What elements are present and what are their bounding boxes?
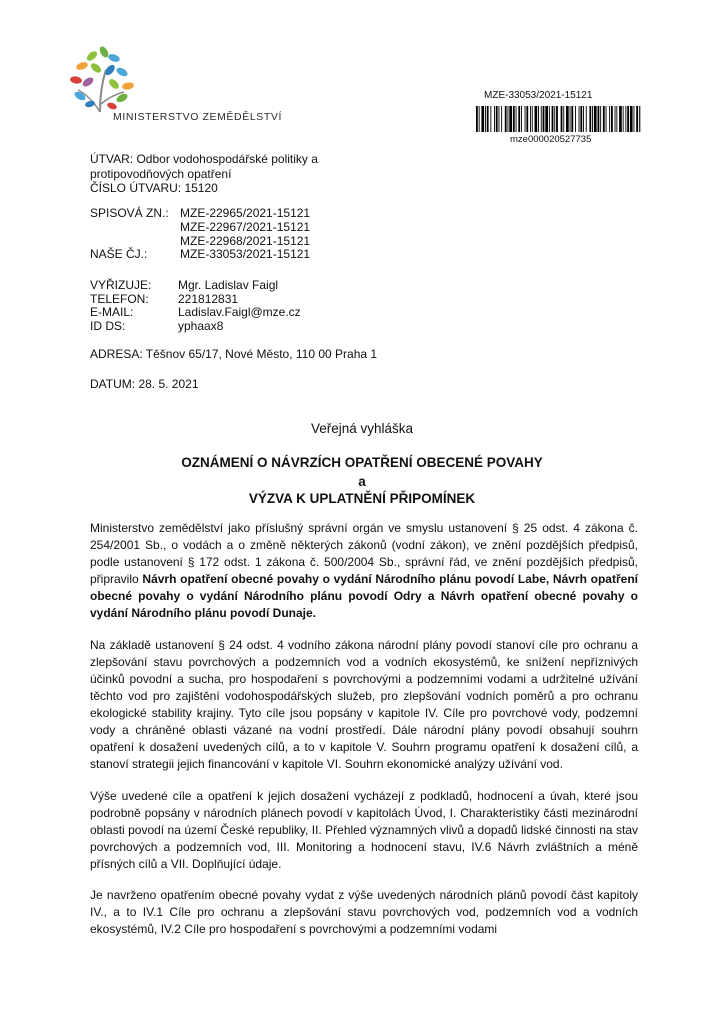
databox-value: yphaax8 <box>178 318 224 333</box>
our-ref-row <box>90 248 310 262</box>
document-number-top: MZE-33053/2021-15121 <box>484 90 593 101</box>
tree-icon <box>69 45 134 112</box>
paragraph-4: Je navrženo opatřením obecné povahy vydat z výše uvedených národních plánů povodí část kapitoly IV., a to IV.1 Cíle pro ochranu a zlepšování stavu povrchových vod, podzemních vod a vodních ekosystémů, IV.2 Cíle pro hospodaření s povrchovými a podzemními vodami <box>90 888 638 936</box>
ministry-name: MINISTERSTVO ZEMĚDĚLSTVÍ <box>113 111 283 123</box>
date: DATUM: 28. 5. 2021 <box>90 377 199 391</box>
address: ADRESA: Těšnov 65/17, Nové Město, 110 00 Praha 1 <box>90 347 378 361</box>
handler-value: Mgr. Ladislav Faigl <box>178 278 279 292</box>
title-line-1: OZNÁMENÍ O NÁVRZÍCH OPATŘENÍ OBECENÉ POVAHY <box>181 455 543 470</box>
paragraph-2: Na základě ustanovení § 24 odst. 4 vodního zákona národní plány povodí stanoví cíle pro ochranu a zlepšování stavu povrchových a podzemních vod a vodních ekosystémů, ke snížení nepříznivých účinků povodní a sucha, pro hospodaření s povrchovými a podzemními vodami a udržitelné užívání těchto vod pro zajištění vodohospodářských služeb, pro zlepšování vodních poměrů a pro ochranu ekologické stability krajiny. Tyto cíle jsou popsány v kapitole IV. Cíle pro povrchové vody, podzemní vody a chráněné oblasti vázané na vodní prostředí. Dále národní plány povodí obsahují souhrn opatření k dosažení uvedených cílů, a to v kapitole V. Souhrn programu opatření k dosažení cílů, a stanoví strategii jejich financování v kapitole VI. Souhrn ekonomické analýzy užívání vod. <box>90 638 638 771</box>
title-line-3: VÝZVA K UPLATNĚNÍ PŘIPOMÍNEK <box>248 491 476 506</box>
barcode-id: mze000020527735 <box>510 134 592 145</box>
contact-block <box>90 279 301 333</box>
handler-row <box>90 279 301 293</box>
paragraph-1-bold: Návrh opatření obecné povahy o vydání Národního plánu povodí Labe, Návrh opatření obecné povahy o vydání Národního plánu povodí Odry a Návrh opatření obecné povahy o vydání Národního plánu povodí Dunaje. <box>90 572 638 620</box>
databox-row <box>90 320 301 334</box>
file-ref-spacer <box>90 221 180 235</box>
title-line-2: a <box>358 474 366 489</box>
email-row <box>90 306 301 320</box>
barcode-icon <box>476 106 641 132</box>
email-label: E-MAIL: <box>90 305 134 319</box>
our-ref-value: MZE-33053/2021-15121 <box>180 247 311 262</box>
paragraph-1 <box>90 520 638 622</box>
unit-block <box>90 152 318 196</box>
file-ref-row-2 <box>90 221 310 235</box>
file-ref-row-1 <box>90 207 310 221</box>
unit-value-line2: protipovodňových opatření <box>90 166 232 181</box>
phone-label: TELEFON: <box>90 291 149 306</box>
document-type: Veřejná vyhláška <box>310 421 414 436</box>
unit-number: ČÍSLO ÚTVARU: 15120 <box>90 181 218 195</box>
file-reference-block <box>90 207 310 262</box>
file-ref-value-3: MZE-22968/2021-15121 <box>180 233 311 248</box>
unit-number-row <box>90 181 318 196</box>
email-value: Ladislav.Faigl@mze.cz <box>178 305 301 319</box>
file-ref-value-2: MZE-22967/2021-15121 <box>180 219 311 234</box>
our-ref-label: NAŠE ČJ.: <box>90 247 148 262</box>
databox-label: ID DS: <box>90 318 126 333</box>
unit-value-line1: Odbor vodohospodářské politiky a <box>136 152 318 166</box>
unit-value-line2-row <box>90 167 318 182</box>
paragraph-3: Výše uvedené cíle a opatření k jejich dosažení vycházejí z podkladů, hodnocení a úvah, které jsou podrobně popsány v národních plánech povodí v kapitolách Úvod, I. Charakteristiky části mezinárodní oblasti povodí na území České republiky, II. Přehled významných vlivů a dopadů lidské činnosti na stav povrchových a podzemních vod, III. Monitoring a hodnocení stavu, IV.6 Návrh zvláštních a méně přísných cílů a VII. Doplňující údaje. <box>90 789 638 871</box>
paragraph-1-text: Ministerstvo zemědělství jako příslušný správní orgán ve smyslu ustanovení § 25 odst. 4 zákona č. 254/2001 Sb., o vodách a o změně některých zákonů (vodní zákon), ve znění pozdějších předpisů, podle ustanovení § 172 odst. 1 zákona č. 500/2004 Sb., správní řád, ve znění pozdějších předpisů, připravilo <box>90 521 638 586</box>
phone-row <box>90 293 301 307</box>
file-ref-label: SPISOVÁ ZN.: <box>90 206 169 220</box>
phone-value: 221812831 <box>178 291 239 306</box>
handler-label: VYŘIZUJE: <box>90 278 152 292</box>
unit-row <box>90 152 318 167</box>
file-ref-value-1: MZE-22965/2021-15121 <box>180 206 311 220</box>
unit-label: ÚTVAR: <box>90 152 134 166</box>
